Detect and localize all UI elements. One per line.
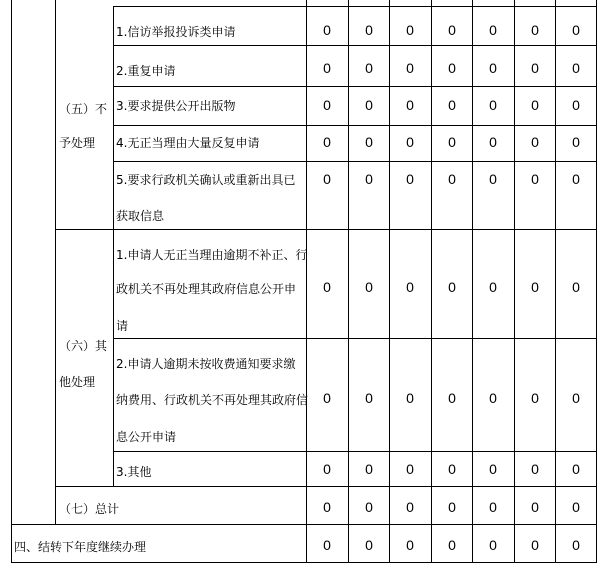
value-cell: 0 [406,461,414,477]
row-label-r5-line1: 5.要求行政机关确认或重新出具已 [116,173,296,187]
table-left-border [11,0,12,563]
value-cell: 0 [323,60,331,76]
value-cell: 0 [489,279,497,295]
value-cell: 0 [572,499,580,515]
section-border [11,524,597,525]
column-border [113,6,114,487]
value-cell: 0 [489,390,497,406]
value-cell: 0 [448,499,456,515]
value-cell: 0 [406,537,414,553]
value-cell: 0 [572,171,580,187]
value-cell: 0 [572,461,580,477]
row-border [113,45,597,46]
value-cell: 0 [323,390,331,406]
value-cell: 0 [572,390,580,406]
value-cell: 0 [365,279,373,295]
row-label-r6-line2: 政机关不再处理其政府信息公开申 [116,282,297,296]
row-border [113,338,597,339]
row-border [113,6,597,7]
value-cell: 0 [531,97,539,113]
row-label-r2: 2.重复申请 [116,64,176,78]
section-label-4: 四、结转下年度继续办理 [14,540,147,554]
group-label-6-line2: 他处理 [59,375,96,389]
value-cell: 0 [448,60,456,76]
column-border [472,0,473,563]
value-cell: 0 [489,461,497,477]
row-label-r1: 1.信访举报投诉类申请 [116,25,236,39]
value-cell: 0 [531,390,539,406]
value-cell: 0 [531,171,539,187]
row-border [113,161,597,162]
value-cell: 0 [572,279,580,295]
value-cell: 0 [448,537,456,553]
value-cell: 0 [365,22,373,38]
value-cell: 0 [406,134,414,150]
row-border [113,125,597,126]
value-cell: 0 [531,537,539,553]
table-bottom-border [11,562,597,563]
value-cell: 0 [572,134,580,150]
table-right-border [596,0,597,563]
value-cell: 0 [323,499,331,515]
value-cell: 0 [489,97,497,113]
column-border [514,0,515,563]
value-cell: 0 [406,97,414,113]
value-cell: 0 [365,461,373,477]
value-cell: 0 [531,134,539,150]
value-cell: 0 [323,22,331,38]
value-cell: 0 [448,390,456,406]
group-label-7: （七）总计 [59,502,120,516]
value-cell: 0 [489,499,497,515]
row-label-r6-line1: 1.申请人无正当理由逾期不补正、行 [116,248,308,262]
group-label-5-line2: 予处理 [59,136,96,150]
value-cell: 0 [531,461,539,477]
column-border [431,0,432,563]
value-cell: 0 [406,390,414,406]
value-cell: 0 [365,97,373,113]
value-cell: 0 [448,22,456,38]
value-cell: 0 [406,60,414,76]
value-cell: 0 [572,97,580,113]
value-cell: 0 [489,537,497,553]
value-cell: 0 [531,22,539,38]
value-cell: 0 [365,499,373,515]
value-cell: 0 [531,279,539,295]
column-border [555,0,556,563]
row-label-r7-line2: 纳费用、行政机关不再处理其政府信 [116,393,309,407]
value-cell: 0 [365,390,373,406]
value-cell: 0 [406,22,414,38]
column-border [389,0,390,563]
row-label-r3: 3.要求提供公开出版物 [116,99,236,113]
row-border [113,451,597,452]
row-border [113,86,597,87]
value-cell: 0 [323,97,331,113]
row-label-r7-line1: 2.申请人逾期未按收费通知要求缴 [116,357,296,371]
value-cell: 0 [572,22,580,38]
column-border [348,0,349,563]
value-cell: 0 [489,134,497,150]
value-cell: 0 [323,134,331,150]
group-border [55,486,597,487]
column-border [55,0,56,525]
value-cell: 0 [572,60,580,76]
column-border [306,0,307,563]
value-cell: 0 [489,22,497,38]
value-cell: 0 [448,461,456,477]
value-cell: 0 [323,279,331,295]
value-cell: 0 [323,171,331,187]
value-cell: 0 [406,499,414,515]
value-cell: 0 [365,134,373,150]
value-cell: 0 [406,279,414,295]
value-cell: 0 [365,171,373,187]
value-cell: 0 [489,171,497,187]
row-label-r7-line3: 息公开申请 [116,430,177,444]
value-cell: 0 [365,537,373,553]
value-cell: 0 [448,97,456,113]
group-border [55,229,597,230]
value-cell: 0 [406,171,414,187]
row-label-r6-line3: 请 [116,319,129,333]
value-cell: 0 [365,60,373,76]
value-cell: 0 [323,461,331,477]
value-cell: 0 [531,60,539,76]
value-cell: 0 [531,499,539,515]
value-cell: 0 [448,279,456,295]
value-cell: 0 [448,171,456,187]
group-label-5-line1: （五）不 [59,102,108,116]
value-cell: 0 [448,134,456,150]
row-label-r5-line2: 获取信息 [116,209,165,223]
value-cell: 0 [572,537,580,553]
value-cell: 0 [323,537,331,553]
row-label-r8: 3.其他 [116,465,152,479]
group-label-6-line1: （六）其 [59,339,108,353]
value-cell: 0 [489,60,497,76]
disclosure-table [11,0,597,563]
row-label-r4: 4.无正当理由大量反复申请 [116,136,260,150]
